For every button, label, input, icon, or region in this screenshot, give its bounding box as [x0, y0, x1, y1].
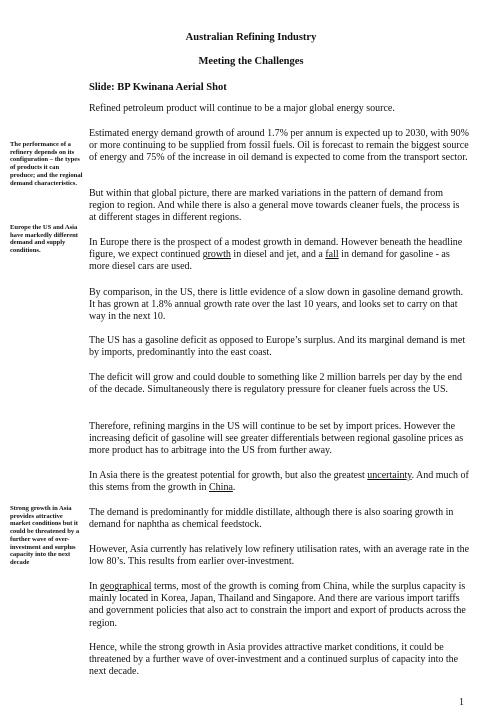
paragraph-9-text-b: . And much of this stems from the growth in: [89, 470, 469, 494]
page-number: 1: [459, 697, 464, 708]
paragraph-9-text-a: In Asia there is the greatest potential for growth, but also the greatest: [89, 470, 368, 481]
paragraph-13: Hence, while the strong growth in Asia provides attractive market conditions, it could be threatened by a further wave of over-investment and a continued surplus of capacity into the next decade.: [89, 642, 459, 678]
document-title: Australian Refining Industry: [185, 32, 317, 43]
paragraph-2: Estimated energy demand growth of around 1.7% per annum is expected up to 2030, with 90% or more continuing to be supplied from fossil fuels. Oil is forecast to remain the biggest source of energy and 75% of the increase in oil demand is expected to come from the transport sector.: [89, 128, 470, 164]
margin-note-regions: Europe the US and Asia have markedly different demand and supply conditions.: [10, 224, 79, 255]
paragraph-8: Therefore, refining margins in the US will continue to be set by import prices. However the increasing deficit of gasoline will see greater differentials between regional gasoline prices as more product has to arbitrage into the US from further away.: [89, 421, 464, 457]
paragraph-1: Refined petroleum product will continue to be a major global energy source.: [89, 103, 395, 114]
paragraph-5: By comparison, in the US, there is little evidence of a slow down in gasoline demand growth. It has grown at 1.8% annual growth rate over the last 10 years, and looks set to carry on that way in the next 10.: [89, 287, 464, 323]
margin-note-asia: Strong growth in Asia provides attractive market conditions but it could be threatened by a further wave of over-investment and surplus capacity into the next decade: [10, 505, 80, 566]
paragraph-9-text-c: .: [232, 482, 236, 494]
paragraph-12-text-b: terms, most of the growth is coming from China, while the surplus capacity is mainly located in Korea, Japan, Thailand and Singapore. And there are various import tariffs and government policies that also act to constrain the import and export of products across the region.: [89, 581, 466, 629]
paragraph-4: [89, 237, 469, 274]
paragraph-12-underline-geographical: geographical: [99, 581, 152, 592]
paragraph-9: [89, 470, 469, 494]
paragraph-7: The deficit will grow and could double to something like 2 million barrels per day by the end of the decade. Simultaneously there is regulatory pressure for cleaner fuels across the US.: [89, 372, 462, 396]
paragraph-3: But within that global picture, there are marked variations in the pattern of demand from region to region. And while there is also a general move towards cleaner fuels, the process is at different stages in different regions.: [89, 188, 460, 224]
paragraph-9-underline-china: China: [209, 482, 233, 494]
paragraph-6: The US has a gasoline deficit as opposed to Europe’s surplus. And its marginal demand is met by imports, predominantly into the east coast.: [89, 335, 466, 359]
paragraph-4-text-a: In Europe there is the prospect of a modest growth in demand. However beneath the headline figure, we expect continued: [89, 237, 463, 261]
document-subtitle: Meeting the Challenges: [198, 56, 304, 67]
paragraph-4-text-c: in demand for gasoline - as more diesel cars are used.: [89, 249, 450, 273]
paragraph-11: However, Asia currently has relatively low refinery utilisation rates, with an average rate in the low 80’s. This results from earlier over-investment.: [89, 544, 470, 568]
paragraph-4-text-b: in diesel and jet, and a: [230, 249, 326, 261]
paragraph-9-underline-uncertainty: uncertainty: [367, 470, 412, 481]
slide-heading: Slide: BP Kwinana Aerial Shot: [89, 82, 227, 93]
paragraph-12: [89, 581, 469, 630]
paragraph-4-underline-growth: growth: [202, 249, 231, 261]
paragraph-4-underline-fall: fall: [325, 249, 339, 261]
paragraph-10: The demand is predominantly for middle distillate, although there is also soaring growth in demand for naphtha as chemical feedstock.: [89, 507, 454, 531]
paragraph-12-text-a: In: [89, 581, 100, 592]
margin-note-refinery: The performance of a refinery depends on its configuration – the types of products it can produce; and the regional demand characteristics.: [10, 141, 83, 187]
